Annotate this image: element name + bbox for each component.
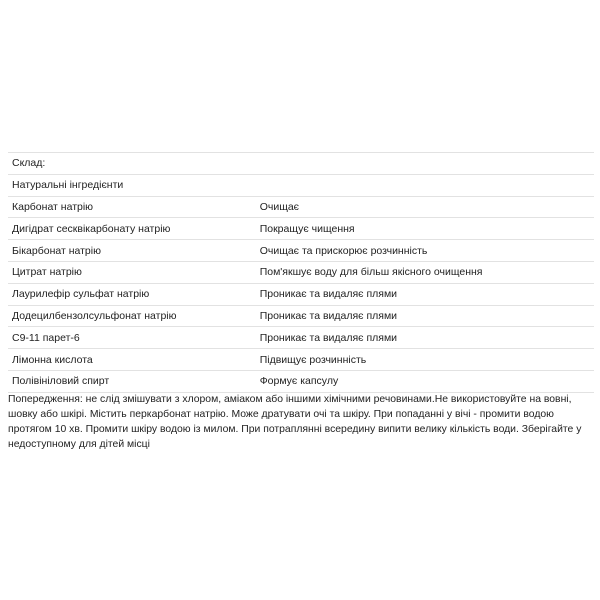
ingredient-effect: Формує капсулу [256,370,594,392]
ingredient-effect: Покращує чищення [256,218,594,240]
table-row [8,283,594,305]
table-row [8,305,594,327]
ingredient-name: Карбонат натрію [8,196,256,218]
ingredient-name: Додецилбензолсульфонат натрію [8,305,256,327]
ingredient-name: С9-11 парет-6 [8,327,256,349]
ingredient-effect: Проникає та видаляє плями [256,305,594,327]
table-row [8,261,594,283]
ingredient-name: Цитрат натрію [8,261,256,283]
ingredient-effect: Підвищує розчинність [256,349,594,371]
ingredient-name: Бікарбонат натрію [8,240,256,262]
ingredient-name: Лімонна кислота [8,349,256,371]
ingredients-table [8,152,594,393]
ingredient-effect: Очищає [256,196,594,218]
composition-heading-row [8,153,594,175]
table-row [8,349,594,371]
section-title: Натуральні інгредієнти [8,174,594,196]
table-row [8,327,594,349]
ingredient-effect: Проникає та видаляє плями [256,327,594,349]
ingredient-name: Лаурилефір сульфат натрію [8,283,256,305]
composition-heading: Склад: [8,153,594,175]
table-row [8,218,594,240]
table-row [8,196,594,218]
warning-text: Попередження: не слід змішувати з хлором, аміаком або іншими хімічними речовинами.Не використовуйте на вовні, шовку або шкірі. Містить перкарбонат натрію. Може дратувати очі та шкіру. При попаданні у вічі - промити водою протягом 10 хв. Промити шкіру водою із милом. При потраплянні всередину випити велику кількість води. Зберігайте у недоступному для дітей місці [8,394,582,450]
ingredient-effect: Проникає та видаляє плями [256,283,594,305]
table-row [8,370,594,392]
section-row [8,174,594,196]
ingredient-effect: Пом'якшує воду для більш якісного очищення [256,261,594,283]
ingredient-name: Дигідрат сесквікарбонату натрію [8,218,256,240]
ingredient-name: Полівініловий спирт [8,370,256,392]
table-row [8,240,594,262]
ingredient-effect: Очищає та прискорює розчинність [256,240,594,262]
